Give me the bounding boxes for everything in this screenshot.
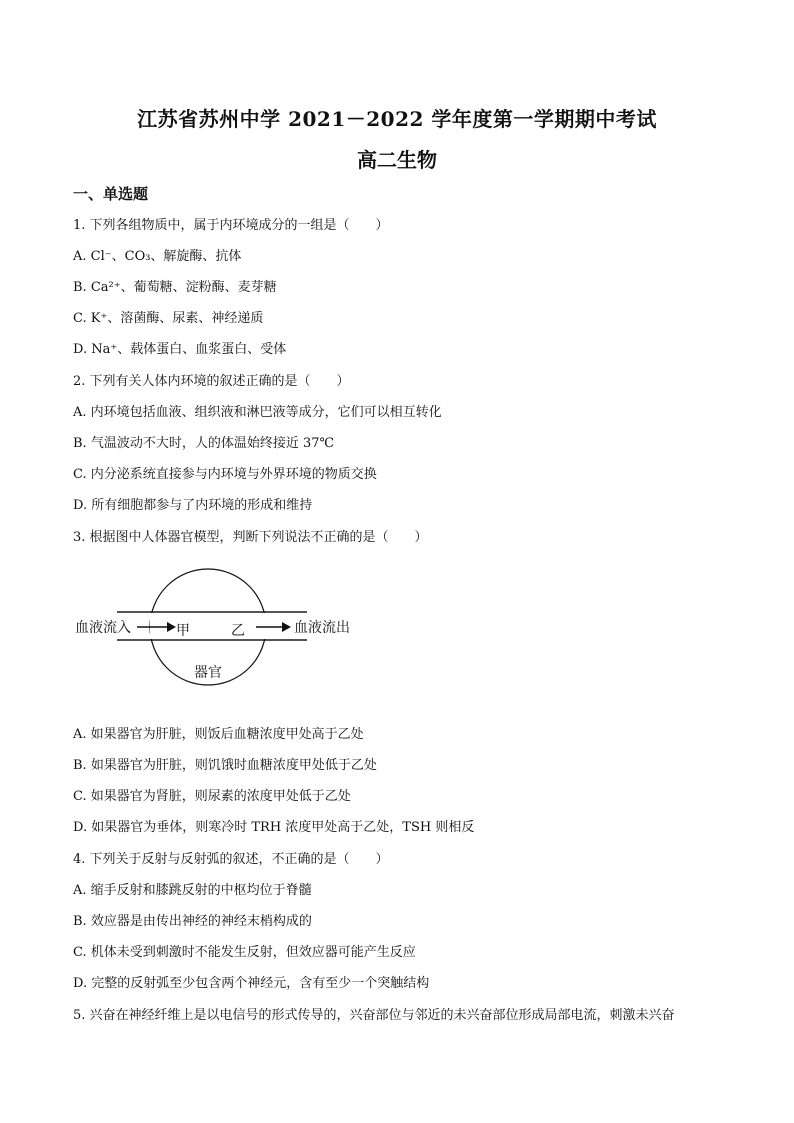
outflow-label: 血液流出: [294, 620, 350, 636]
question-1-option-c: C. K⁺、溶菌酶、尿素、神经递质: [73, 311, 264, 326]
question-3-option-b: B. 如果器官为肝脏，则饥饿时血糖浓度甲处低于乙处: [73, 758, 377, 773]
question-3-option-a: A. 如果器官为肝脏，则饭后血糖浓度甲处高于乙处: [73, 727, 364, 742]
point-b-label: 乙: [231, 623, 245, 639]
question-2-stem: 2. 下列有关人体内环境的叙述正确的是（ ）: [73, 374, 350, 389]
question-1-option-b: B. Ca²⁺、葡萄糖、淀粉酶、麦芽糖: [73, 280, 277, 295]
point-a-label: 甲: [176, 623, 190, 639]
question-4-option-c: C. 机体未受到刺激时不能发生反射，但效应器可能产生反应: [73, 945, 416, 960]
organ-model-diagram: [70, 560, 370, 695]
subject-title: 高二生物: [357, 148, 437, 172]
question-4-option-d: D. 完整的反射弧至少包含两个神经元，含有至少一个突触结构: [73, 976, 430, 991]
organ-label: 器官: [194, 665, 222, 681]
question-2-option-d: D. 所有细胞都参与了内环境的形成和维持: [73, 498, 313, 513]
question-4-stem: 4. 下列关于反射与反射弧的叙述，不正确的是（ ）: [73, 852, 389, 867]
question-2-option-a: A. 内环境包括血液、组织液和淋巴液等成分，它们可以相互转化: [73, 405, 442, 420]
question-3-option-c: C. 如果器官为肾脏，则尿素的浓度甲处低于乙处: [73, 789, 351, 804]
exam-title: 江苏省苏州中学 2021－2022 学年度第一学期期中考试: [137, 107, 657, 131]
question-2-option-b: B. 气温波动不大时，人的体温始终接近 37℃: [73, 436, 335, 451]
question-5-stem: 5. 兴奋在神经纤维上是以电信号的形式传导的，兴奋部位与邻近的未兴奋部位形成局部电流，刺激未兴奋: [73, 1008, 675, 1023]
inflow-label: 血液流入: [75, 620, 131, 636]
question-4-option-b: B. 效应器是由传出神经的神经末梢构成的: [73, 914, 312, 929]
outflow-arrow-head: [282, 622, 291, 632]
question-1-stem: 1. 下列各组物质中，属于内环境成分的一组是（ ）: [73, 218, 389, 233]
section-heading: 一、单选题: [73, 185, 149, 203]
question-4-option-a: A. 缩手反射和膝跳反射的中枢均位于脊髓: [73, 883, 312, 898]
question-2-option-c: C. 内分泌系统直接参与内环境与外界环境的物质交换: [73, 467, 377, 482]
question-1-option-a: A. Cl⁻、CO₃、解旋酶、抗体: [73, 249, 242, 264]
question-3-stem: 3. 根据图中人体器官模型，判断下列说法不正确的是（ ）: [73, 530, 428, 545]
question-1-option-d: D. Na⁺、载体蛋白、血浆蛋白、受体: [73, 342, 287, 357]
question-3-option-d: D. 如果器官为垂体，则寒冷时 TRH 浓度甲处高于乙处，TSH 则相反: [73, 820, 475, 835]
